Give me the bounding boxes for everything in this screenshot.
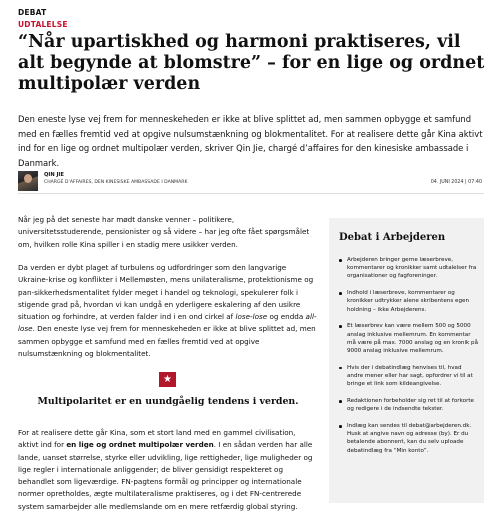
italic-term: lose-lose bbox=[235, 312, 268, 322]
article-headline: “Når upartiskhed og harmoni praktiseres, vil alt begynde at blomstre” – for en lige og ordnet multipolær verden bbox=[18, 32, 485, 94]
sidebar-item: Arbejderen bringer gerne læserbreve, kommentarer og kronikker samt udtalelser fra organisationer og fagforeninger. bbox=[339, 256, 479, 281]
sidebar-title: Debat i Arbejderen bbox=[339, 232, 446, 243]
sidebar-item: Et læserbrev kan være mellem 500 og 5000 anslag inklusive mellemrum. En kommentar må være på max. 7000 anslag og en kronik på 9000 anslag inklusive mellemrum. bbox=[339, 322, 479, 355]
section-kicker[interactable]: DEBAT bbox=[18, 8, 47, 17]
article-paragraph-1: Når jeg på det seneste har mødt danske venner – politikere, universitetsstuderende, pensionister og så videre – har jeg ofte fået spørgsmålet om, hvilken rolle Kina spiller i en stadig mere usikker verden. bbox=[18, 215, 310, 249]
sidebar-item: Hvis der i debatindlæg henvises til, hvad andre mener eller har sagt, opfordrer vi til at bringe et link som kildeangivelse. bbox=[339, 364, 479, 389]
debate-sidebar bbox=[329, 218, 484, 503]
bold-phrase: en lige og ordnet multipolær verden bbox=[66, 440, 214, 450]
italic-term: all-lose bbox=[18, 312, 317, 334]
section-subkicker: UDTALELSE bbox=[18, 20, 68, 29]
author-name[interactable]: QIN JIE bbox=[44, 172, 64, 178]
article-paragraph-3: For at realisere dette går Kina, som et stort land med en gammel civilisation, aktivt ind for en lige og ordnet multipolær verden. I en sådan verden har alle lande, uanset størrelse, styrke eller udvikling, lige rettigheder, lige muligheder og lige regler i internationale anliggender; de bliver gensidigt respekteret og behandlet som ligeværdige. FN-pagtens formål og principper og internationale normer opretholdes, ægte multilateralisme praktiseres, og i det FN-centrerede system samarbejder alle medlemslande om en mere retfærdig global styring. bbox=[18, 428, 313, 511]
section-heading: Multipolaritet er en uundgåelig tendens i verden. bbox=[37, 396, 299, 407]
author-role: CHARGÉ D’AFFAIRES, DEN KINESISKE AMBASSADE I DANMARK bbox=[44, 180, 188, 185]
publish-date: 04. JUNI 2024 | 07:40 bbox=[430, 180, 482, 185]
star-icon: ★ bbox=[159, 372, 176, 387]
sidebar-item: Indlæg kan sendes til debat@arbejderen.dk. Husk at angive navn og adresse (by). Er du betalende abonnent, kan du selv uploade debatindlæg fra “Min konto”. bbox=[339, 422, 479, 455]
article-paragraph-2: Da verden er dybt plaget af turbulens og udfordringer som den langvarige Ukraine-krise og konflikter i Mellemøsten, mens unilateralisme, protektionisme og pan-sikkerhedsmentalitet fylder meget i handel og teknologi, spekulerer folk i stigende grad på, hvordan vi kan undgå en yderligere eskalering af den usikre situation og forhindre, at verden falder ind i en ond cirkel af lose-lose og endda all-lose. Den eneste lyse vej frem for menneskeheden er ikke at blive splittet ad, men sammen opbygge et samfund med en fælles fremtid ved at opgive nulsumstænkning og blokmentalitet. bbox=[18, 263, 317, 359]
author-avatar[interactable] bbox=[18, 171, 38, 191]
article-lead: Den eneste lyse vej frem for menneskeheden er ikke at blive splittet ad, men sammen opbygge et samfund med en fælles fremtid ved at opgive nulsumstænkning og blokmentalitet. For at realisere dette går Kina aktivt ind for en lige og ordnet multipolær verden, skriver Qin Jie, chargé d’affaires for den kinesiske ambassade i Danmark. bbox=[18, 114, 483, 168]
byline bbox=[18, 171, 484, 194]
sidebar-item: Redaktionen forbeholder sig ret til at forkorte og redigere i de indsendte tekster. bbox=[339, 397, 479, 413]
sidebar-item: Indhold i læserbreve, kommentarer og kronikker udtrykker alene skribentens egen holdning – ikke Arbejderens. bbox=[339, 289, 479, 314]
sidebar-list bbox=[339, 256, 479, 463]
